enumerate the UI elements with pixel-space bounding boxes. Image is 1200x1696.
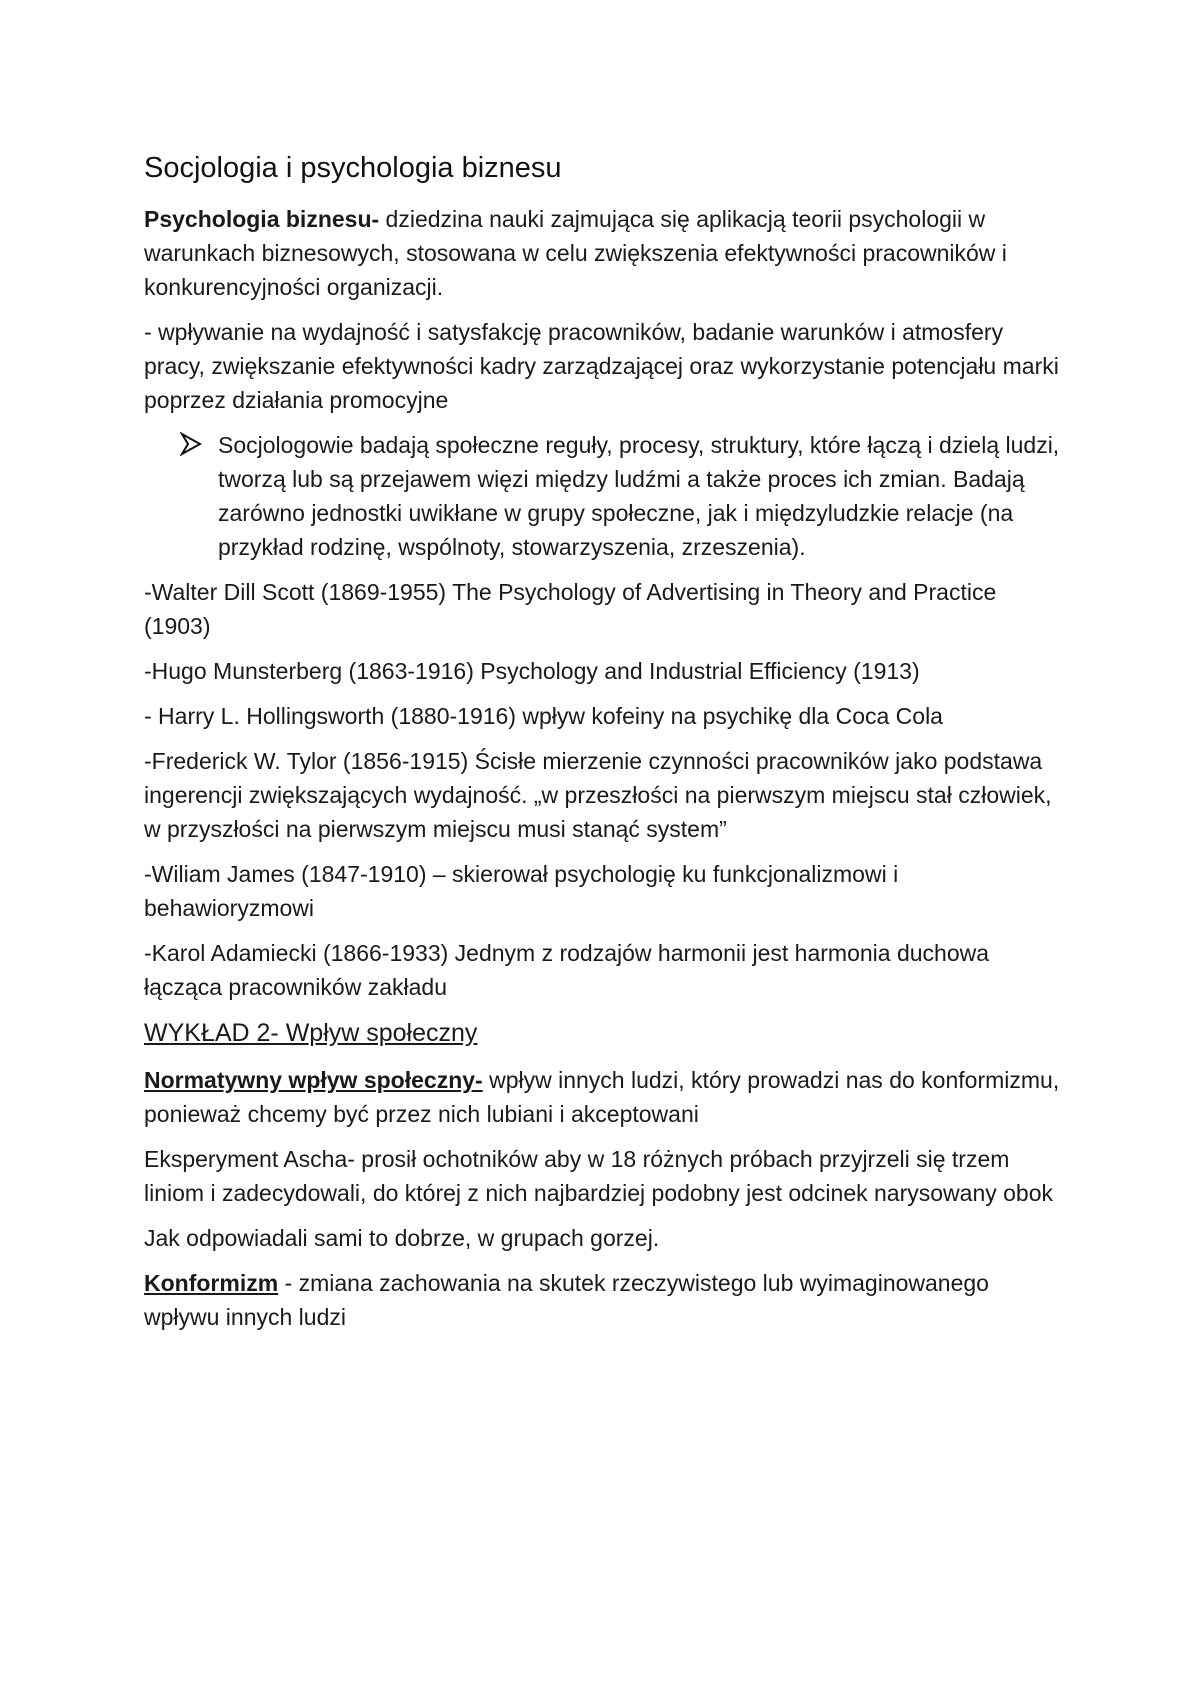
bullet-item	[144, 428, 1064, 564]
result-paragraph: Jak odpowiadali sami to dobrze, w grupach gorzej.	[144, 1225, 660, 1251]
arrowhead-bullet-icon	[180, 432, 202, 456]
person-paragraph: -Karol Adamiecki (1866-1933) Jednym z rodzajów harmonii jest harmonia duchowa łącząca pracowników zakładu	[144, 940, 990, 1000]
section-heading: WYKŁAD 2- Wpływ społeczny	[144, 1019, 478, 1047]
conformism-term: Konformizm	[144, 1270, 279, 1296]
conformism-paragraph	[144, 1266, 1064, 1334]
normative-term: Normatywny wpływ społeczny-	[144, 1067, 483, 1093]
bullet-text: Socjologowie badają społeczne reguły, procesy, struktury, które łączą i dzielą ludzi, tworzą lub są przejawem więzi między ludźmi a także proces ich zmian. Badają zarówno jednostki uwikłane w grupy społeczne, jak i międzyludzkie relacje (na przykład rodzinę, wspólnoty, stowarzyszenia, zrzeszenia).	[218, 432, 1060, 560]
person-paragraph: -Walter Dill Scott (1869-1955) The Psychology of Advertising in Theory and Practice (1903)	[144, 579, 997, 639]
person-paragraph: - Harry L. Hollingsworth (1880-1916) wpływ kofeiny na psychikę dla Coca Cola	[144, 703, 943, 729]
definition-term: Psychologia biznesu-	[144, 206, 380, 232]
person-paragraph: -Wiliam James (1847-1910) – skierował psychologię ku funkcjonalizmowi i behawioryzmowi	[144, 861, 899, 921]
person-paragraph: -Frederick W. Tylor (1856-1915) Ścisłe mierzenie czynności pracowników jako podstawa ingerencji zwiększających wydajność. „w przeszłości na pierwszym miejscu stał człowiek, w przyszłości na pierwszym miejscu musi stanąć system”	[144, 748, 1052, 842]
asch-paragraph: Eksperyment Ascha- prosił ochotników aby w 18 różnych próbach przyjrzeli się trzem liniom i zadecydowali, do której z nich najbardziej podobny jest odcinek narysowany obok	[144, 1146, 1054, 1206]
normative-paragraph	[144, 1063, 1064, 1131]
page-title: Socjologia i psychologia biznesu	[144, 152, 562, 184]
person-paragraph: -Hugo Munsterberg (1863-1916) Psychology and Industrial Efficiency (1913)	[144, 658, 920, 684]
scope-paragraph: - wpływanie na wydajność i satysfakcję pracowników, badanie warunków i atmosfery pracy, zwiększanie efektywności kadry zarządzającej oraz wykorzystanie potencjału marki poprzez działania promocyjne	[144, 319, 1059, 413]
normative-text: wpływ innych ludzi, który prowadzi nas do konformizmu, ponieważ chcemy być przez nich lubiani i akceptowani	[144, 1067, 1060, 1127]
definition-paragraph	[144, 202, 1064, 304]
definition-text: dziedzina nauki zajmująca się aplikacją teorii psychologii w warunkach biznesowych, stosowana w celu zwiększenia efektywności pracowników i konkurencyjności organizacji.	[144, 206, 1007, 300]
document-page	[144, 148, 1064, 1345]
conformism-text: - zmiana zachowania na skutek rzeczywistego lub wyimaginowanego wpływu innych ludzi	[144, 1270, 989, 1330]
